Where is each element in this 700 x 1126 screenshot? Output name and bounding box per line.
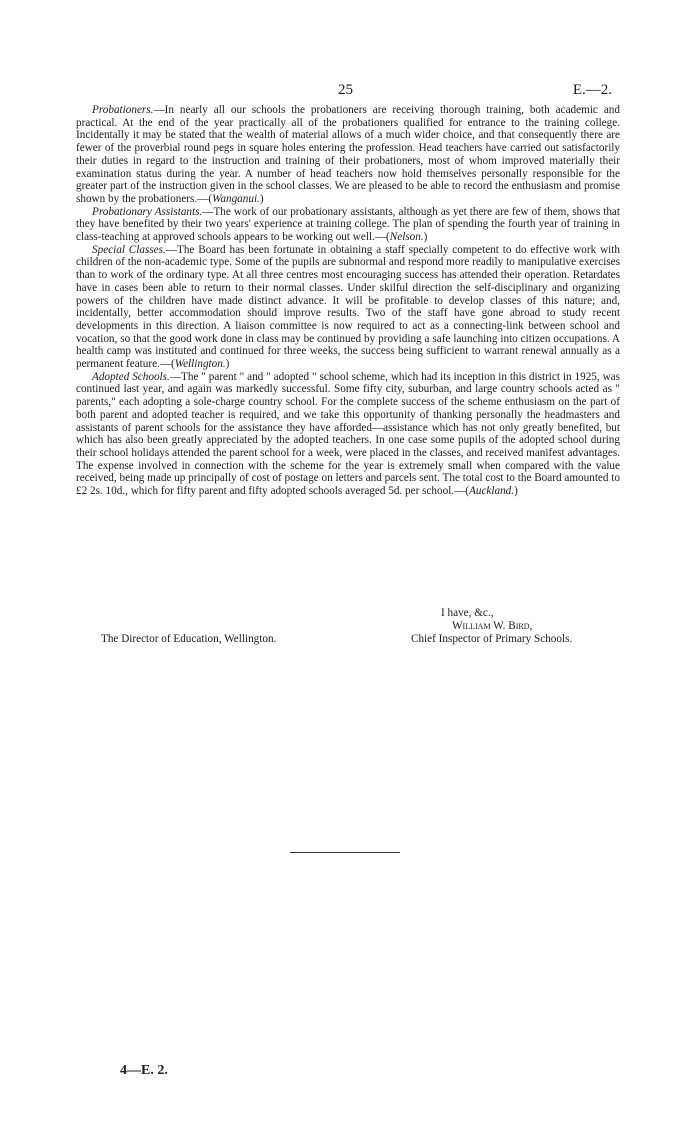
addressee: The Director of Education, Wellington.	[101, 633, 277, 645]
district-name: Wellington.	[174, 358, 226, 371]
paragraph-tail: )	[225, 358, 230, 371]
paragraph-text: —In nearly all our schools the probationers are receiving thorough training, both academic and practical. At the end of the year practically all of the probationers qualified for entrance to the training college. Incidentally it may be stated that the wealth of material allows of a much wider choice, and that consequently there are fewer of the proverbial round pegs in square holes entering the profession. Head teachers have carried out satisfactorily their duties in regard to the instruction and training of their probationers, most of whom improved materially their examination status during the year. A number of head teachers now hold themselves personally responsible for the greater part of the instruction given in the school classes. We are pleased to be able to record the enthusiasm and promise shown by the probationers.—(	[76, 104, 620, 205]
paragraph-text: —The work of our probationary assistants, although as yet there are few of them, shows that they have benefited by their two years' experience at training college. The plan of spending the fourth year of training in class-teaching at approved schools appears to be working out well.—(	[76, 205, 620, 244]
paragraph-tail: )	[514, 485, 518, 498]
salutation: I have, &c.,	[441, 607, 494, 619]
signature-mark: 4—E. 2.	[120, 1063, 168, 1078]
paragraph-probationary-assistants	[76, 206, 620, 244]
district-name: Auckland.	[469, 485, 515, 498]
signatory-name: William W. Bird,	[452, 620, 533, 632]
paragraph-heading: Probationary Assistants.	[92, 205, 203, 218]
paragraph-adopted-schools	[76, 371, 620, 498]
paragraph-text: —The Board has been fortunate in obtaining a staff specially competent to do effective work with children of the non-academic type. Some of the pupils are subnormal and respond more readily to manipulative exercises than to work of the ordinary type. At all three centres most encouraging success has attended their operation. Retardates have in cases been able to return to their normal classes. Under skilful direction the self-disciplinary and organizing powers of the children have made distinct advance. It will be profitable to develop classes of this nature; and, incidentally, better accommodation should improve results. Two of the staff have gone abroad to study recent developments in this direction. A liaison committee is now required to act as a connecting-link between school and vocation, so that the good work done in class may be continued by providing a safe launching into citizen occupations. A health camp was instituted and continued for three weeks, the success being sufficient to warrant renewal annually as a permanent feature.—(	[76, 243, 620, 371]
paragraph-heading: Probationers.	[92, 104, 154, 116]
paragraph-probationers	[76, 104, 620, 206]
signatory-title: Chief Inspector of Primary Schools.	[411, 633, 573, 645]
page-number: 25	[338, 82, 353, 98]
report-body	[76, 104, 620, 498]
paragraph-text: —The " parent " and " adopted " school scheme, which had its inception in this district in 1925, was continued last year, and again was markedly successful. Some fifty city, suburban, and large country schools acted as " parents," each adopting a sole-charge country school. For the complete success of the scheme enthusiasm on the part of both parent and adopted teacher is required, and we take this opportunity of thanking personally the headmasters and assistants of parent schools for the assistance they have afforded—assistance which has not only greatly benefited, but which has also been greatly appreciated by the adopted teachers. In one case some pupils of the adopted school during their school holidays attended the parent school for a week, were placed in the classes, and received manifest advantages. The expense involved in connection with the scheme for the year is extremely small when compared with the value received, being made up principally of cost of postage on letters and parcels sent. The total cost to the Board amounted to £2 2s. 10d., which for fifty parent and fifty adopted schools averaged 5d. per school.—(	[76, 370, 620, 498]
paragraph-heading: Special Classes.	[92, 243, 166, 256]
district-name: Wanganui.	[212, 192, 260, 205]
paragraph-tail: )	[423, 231, 428, 244]
separator-rule	[290, 852, 400, 853]
document-reference: E.—2.	[572, 82, 612, 98]
paragraph-tail: )	[259, 192, 264, 205]
paragraph-heading: Adopted Schools.	[92, 370, 170, 383]
district-name: Nelson.	[389, 231, 424, 244]
paragraph-special-classes	[76, 244, 620, 371]
